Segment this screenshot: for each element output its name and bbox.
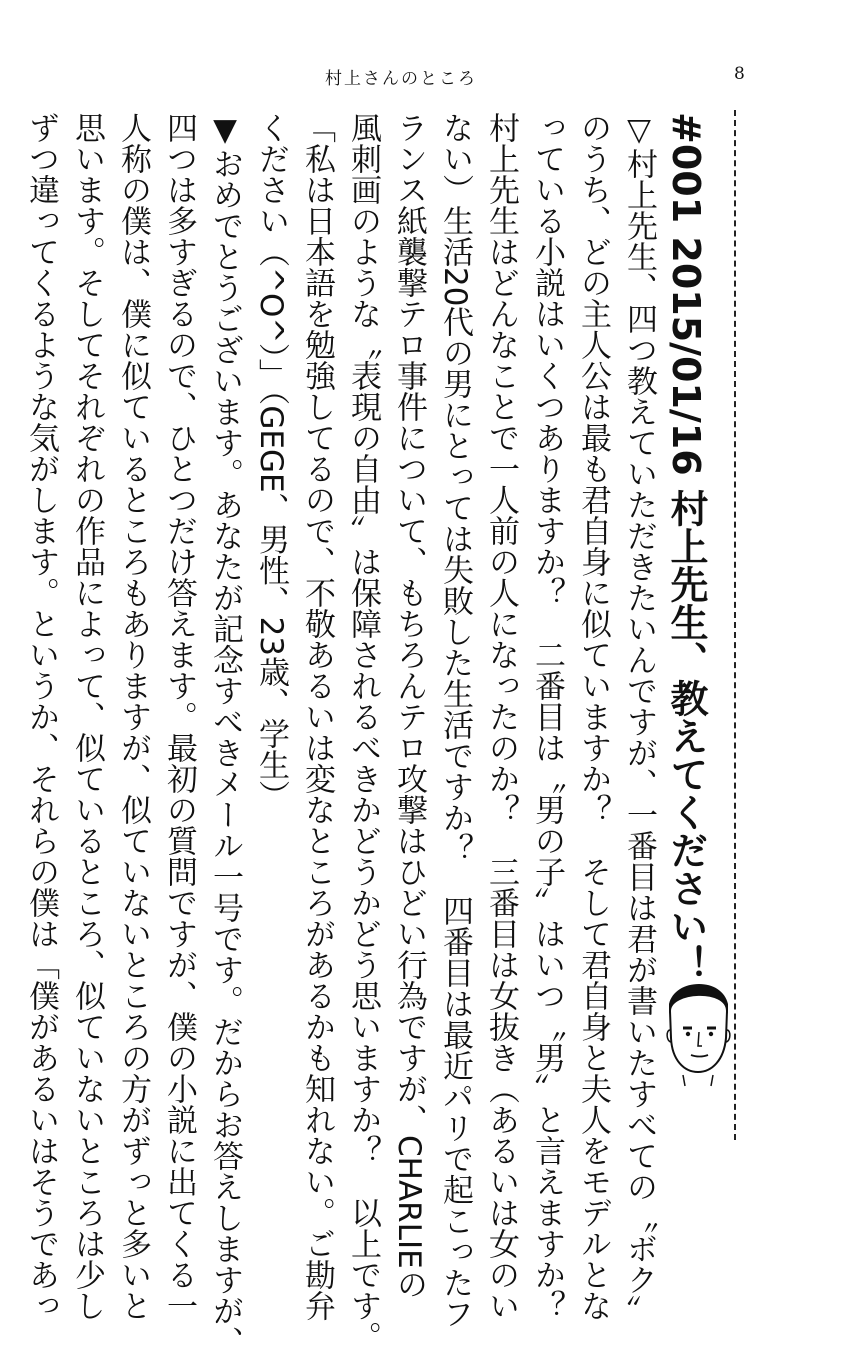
question-line: ▽村上先生、四つ教えていただきたいんですが、一番目は君が書いたすべての〝ボク〟 <box>621 112 657 1326</box>
vertical-text-block <box>23 112 734 1357</box>
question-line: ください（^O^）」（GEGE、男性、23歳、学生） <box>253 112 289 812</box>
answer-line: ▼おめでとうございます。あなたが記念すべきメール一号です。だからお答えしますが、 <box>207 112 243 1357</box>
answer-line: 思います。そしてそれぞれの作品によって、似ているところ、似ていないところは少し <box>69 112 105 1321</box>
author-portrait-illustration <box>652 976 744 1088</box>
question-line: 村上先生はどんなことで一人前の人になったのか？ 三番目は女抜き（あるいは女のい <box>483 112 519 1321</box>
question-line: ない）生活20代の男にとっては失敗した生活ですか？ 四番目は最近パリで起こったフ <box>437 112 473 1330</box>
running-head-title: 村上さんのところ <box>325 69 477 89</box>
answer-line: ずつ違ってくるような気がします。というか、それらの僕は「僕があるいはそうであっ <box>23 112 59 1321</box>
question-line: 風刺画のような〝表現の自由〟は保障されるべきかどうかどう思いますか？ 以上です。 <box>345 112 381 1352</box>
article-headline: #001 2015/01/16 村上先生、教えてください！ <box>664 112 708 983</box>
question-line: っている小説はいくつありますか？ 二番目は〝男の子〟はいつ〝男〟と言えますか？ <box>529 112 565 1321</box>
question-line: のうち、どの主人公は最も君自身に似ていますか？ そして君自身と夫人をモデルとな <box>575 112 611 1321</box>
answer-line: 人称の僕は、僕に似ているところもありますが、似ていないところの方がずっと多いと <box>115 112 151 1321</box>
page-number: 8 <box>734 64 745 84</box>
answer-line: 四つは多すぎるので、ひとつだけ答えます。最初の質問ですが、僕の小説に出てくる一 <box>161 112 197 1321</box>
question-line: ランス紙襲撃テロ事件について、もちろんテロ攻撃はひどい行為ですが、CHARLIEの <box>391 112 427 1300</box>
question-line: 「私は日本語を勉強してるので、不敬あるいは変なところがあるかも知れない。ご勘弁 <box>299 112 335 1321</box>
